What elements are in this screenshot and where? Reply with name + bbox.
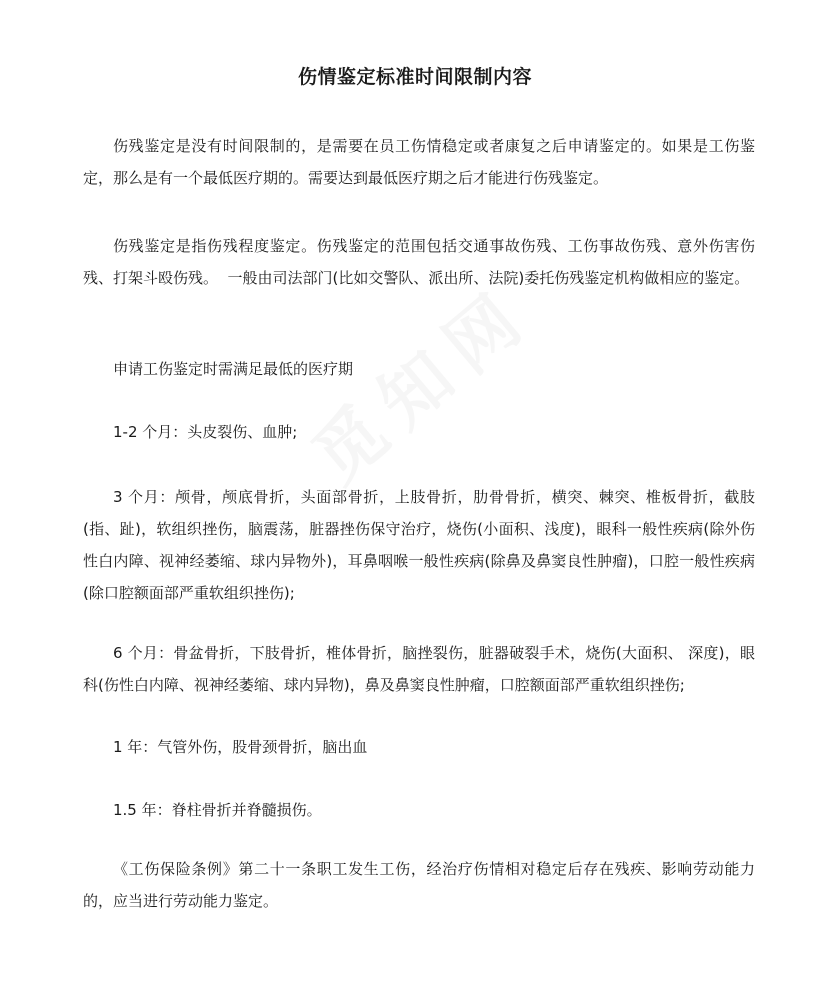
paragraph-9: 《工伤保险条例》第二十一条职工发生工伤，经治疗伤情相对稳定后存在残疾、影响劳动能力的，应当进行劳动能力鉴定。	[83, 860, 755, 910]
paragraph-4: 1-2 个月：头皮裂伤、血肿;	[113, 423, 298, 441]
paragraph-2: 伤残鉴定是指伤残程度鉴定。伤残鉴定的范围包括交通事故伤残、工伤事故伤残、意外伤害伤残、打架斗殴伤残。 一般由司法部门(比如交警队、派出所、法院)委托伤残鉴定机构做相应的鉴定。	[83, 237, 755, 287]
paragraph-8: 1.5 年：脊柱骨折并脊髓损伤。	[113, 801, 322, 819]
paragraph-7: 1 年：气管外伤，股骨颈骨折，脑出血	[113, 738, 368, 756]
paragraph-5: 3 个月：颅骨，颅底骨折，头面部骨折，上肢骨折，肋骨骨折，横突、棘突、椎板骨折，截肢(指、趾)，软组织挫伤，脑震荡，脏器挫伤保守治疗，烧伤(小面积、浅度)，眼科一般性疾病(除外伤性白内障、视神经萎缩、球内异物外)，耳鼻咽喉一般性疾病(除鼻及鼻窦良性肿瘤)，口腔一般性疾病(除口腔额面部严重软组织挫伤);	[83, 488, 755, 602]
paragraph-1: 伤残鉴定是没有时间限制的，是需要在员工伤情稳定或者康复之后申请鉴定的。如果是工伤鉴定，那么是有一个最低医疗期的。需要达到最低医疗期之后才能进行伤残鉴定。	[83, 137, 755, 187]
paragraph-3: 申请工伤鉴定时需满足最低的医疗期	[113, 360, 354, 378]
paragraph-6: 6 个月：骨盆骨折，下肢骨折，椎体骨折，脑挫裂伤，脏器破裂手术，烧伤(大面积、 深度)，眼科(伤性白内障、视神经萎缩、球内异物)，鼻及鼻窦良性肿瘤，口腔额面部严重软组织挫伤;	[83, 644, 755, 694]
document-title: 伤情鉴定标准时间限制内容	[297, 66, 532, 88]
